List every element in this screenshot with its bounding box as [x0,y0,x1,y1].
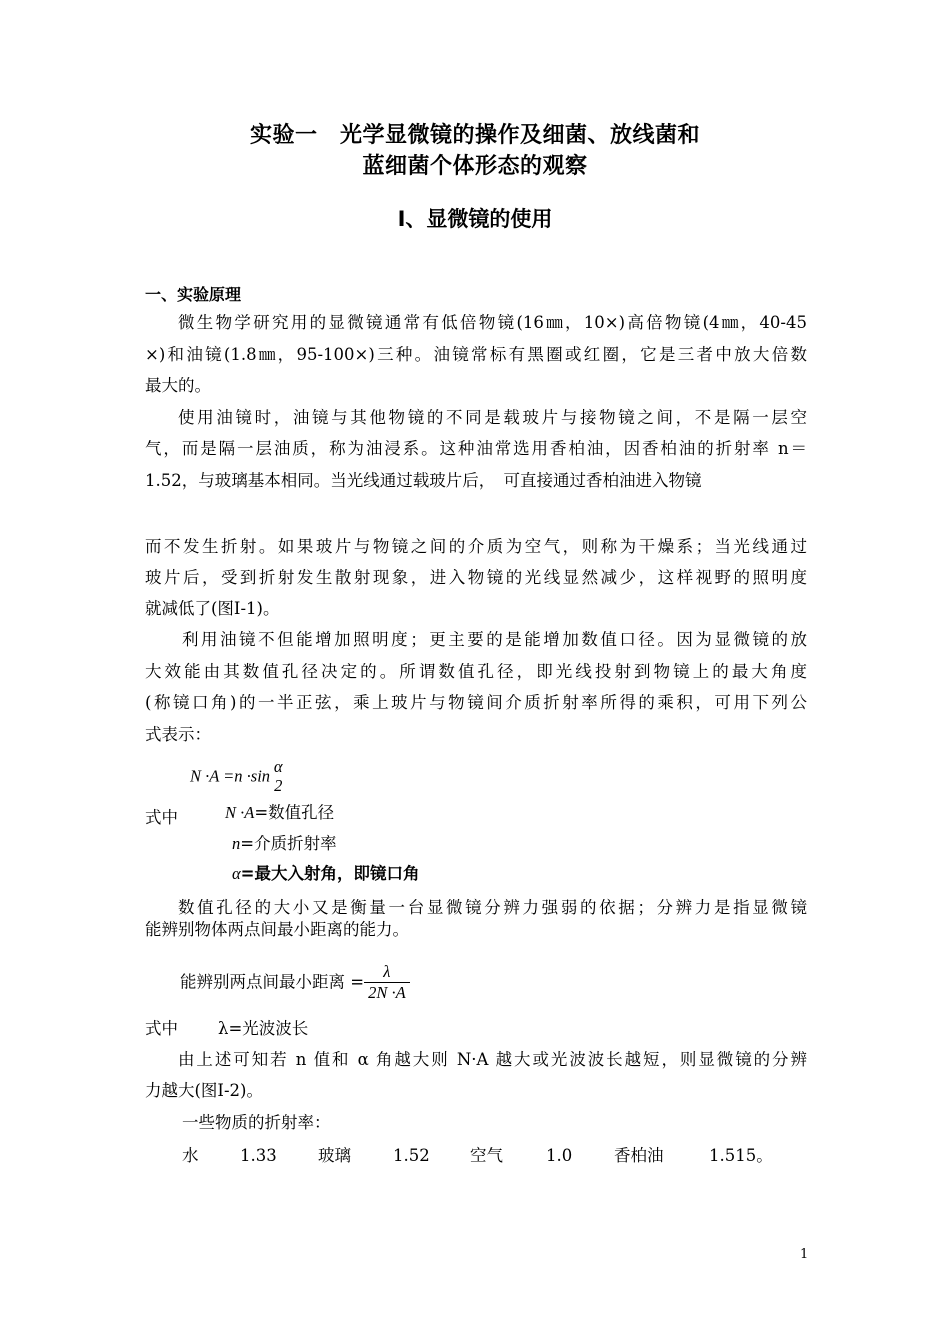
heading-principle: 一、实验原理 [145,285,242,304]
formula-numerical-aperture [190,758,286,796]
where1-n-row [232,836,337,853]
page-number: 1 [800,1247,809,1262]
formula1-lhs: N ·A =n ·sin [190,766,271,786]
p1-line-3: 最大的。 [145,376,211,395]
material-name: 玻璃 [318,1146,351,1165]
material-value: 1.52 [393,1146,430,1165]
p5-line-1: 数值孔径的大小又是衡量一台显微镜分辨力强弱的依据；分辨力是指显微镜 [178,898,807,917]
p7-line: 一些物质的折射率： [182,1113,331,1132]
formula1-denominator: 2 [274,775,283,795]
p4-line-3: (称镜口角)的一半正弦，乘上玻片与物镜间介质折射率所得的乘积，可用下列公 [145,693,807,712]
material-value: 1.0 [546,1146,573,1165]
title-line-2: 蓝细菌个体形态的观察 [362,154,588,179]
where2-label: 式中 [145,1019,178,1038]
p2-line-2: 气，而是隔一层油质，称为油浸系。这种油常选用香柏油，因香柏油的折射率 n＝ [145,439,807,458]
where1-na-row [225,805,334,822]
formula2-fraction [364,962,410,1003]
p4-line-4: 式表示： [145,725,211,744]
material-value: 1.33 [240,1146,277,1165]
formula1-numerator: α [273,757,283,776]
na-text: =数值孔径 [254,803,335,822]
p4-line-1: 利用油镜不但能增加照明度；更主要的是能增加数值口径。因为显微镜的放 [182,630,807,649]
alpha-symbol: α [232,864,241,883]
p6-line-2: 力越大(图Ⅰ-2)。 [145,1081,263,1100]
n-text: =介质折射率 [240,834,337,853]
p1-line-1: 微生物学研究用的显微镜通常有低倍物镜(16㎜，10×)高倍物镜(4㎜，40-45 [178,313,807,332]
formula2-denominator: 2N ·A [364,982,410,1003]
where2-text: λ=光波波长 [218,1019,309,1038]
n-symbol: n [232,834,241,853]
refractive-index-row [0,1148,950,1168]
p2-line-1: 使用油镜时，油镜与其他物镜的不同是载玻片与接物镜之间，不是隔一层空 [178,408,807,427]
alpha-text: =最大入射角，即镜口角 [240,864,420,883]
p4-line-2: 大效能由其数值孔径决定的。所谓数值孔径，即光线投射到物镜上的最大角度 [145,662,807,681]
p3-line-1: 而不发生折射。如果玻片与物镜之间的介质为空气，则称为干燥系；当光线通过 [145,537,807,556]
p2-line-3: 1.52，与玻璃基本相同。当光线通过载玻片后， 可直接通过香柏油进入物镜 [145,471,702,490]
p6-line-1: 由上述可知若 n 值和 α 角越大则 N·A 越大或光波波长越短，则显微镜的分辨 [178,1050,807,1069]
material-value: 1.515。 [709,1146,773,1165]
p1-line-2: ×)和油镜(1.8㎜，95-100×)三种。油镜常标有黑圈或红圈，它是三者中放大倍数 [145,345,807,364]
formula2-lhs: 能辨别两点间最小距离 = [180,972,365,992]
section-title: Ⅰ、显微镜的使用 [397,207,553,231]
formula2-numerator: λ [383,962,391,981]
p3-line-3: 就减低了(图Ⅰ-1)。 [145,599,280,618]
p3-line-2: 玻片后，受到折射发生散射现象，进入物镜的光线显然减少，这样视野的照明度 [145,568,807,587]
formula1-fraction [270,758,286,796]
where1-label: 式中 [145,808,178,827]
where1-alpha-row [232,866,420,883]
p5-line-2: 能辨别物体两点间最小距离的能力。 [145,920,409,939]
title-line-1: 实验一 光学显微镜的操作及细菌、放线菌和 [249,123,700,148]
na-symbol: N ·A [225,803,255,822]
material-name: 空气 [470,1146,503,1165]
formula-resolution [180,962,410,1003]
material-name: 香柏油 [614,1146,664,1165]
material-name: 水 [182,1146,199,1165]
